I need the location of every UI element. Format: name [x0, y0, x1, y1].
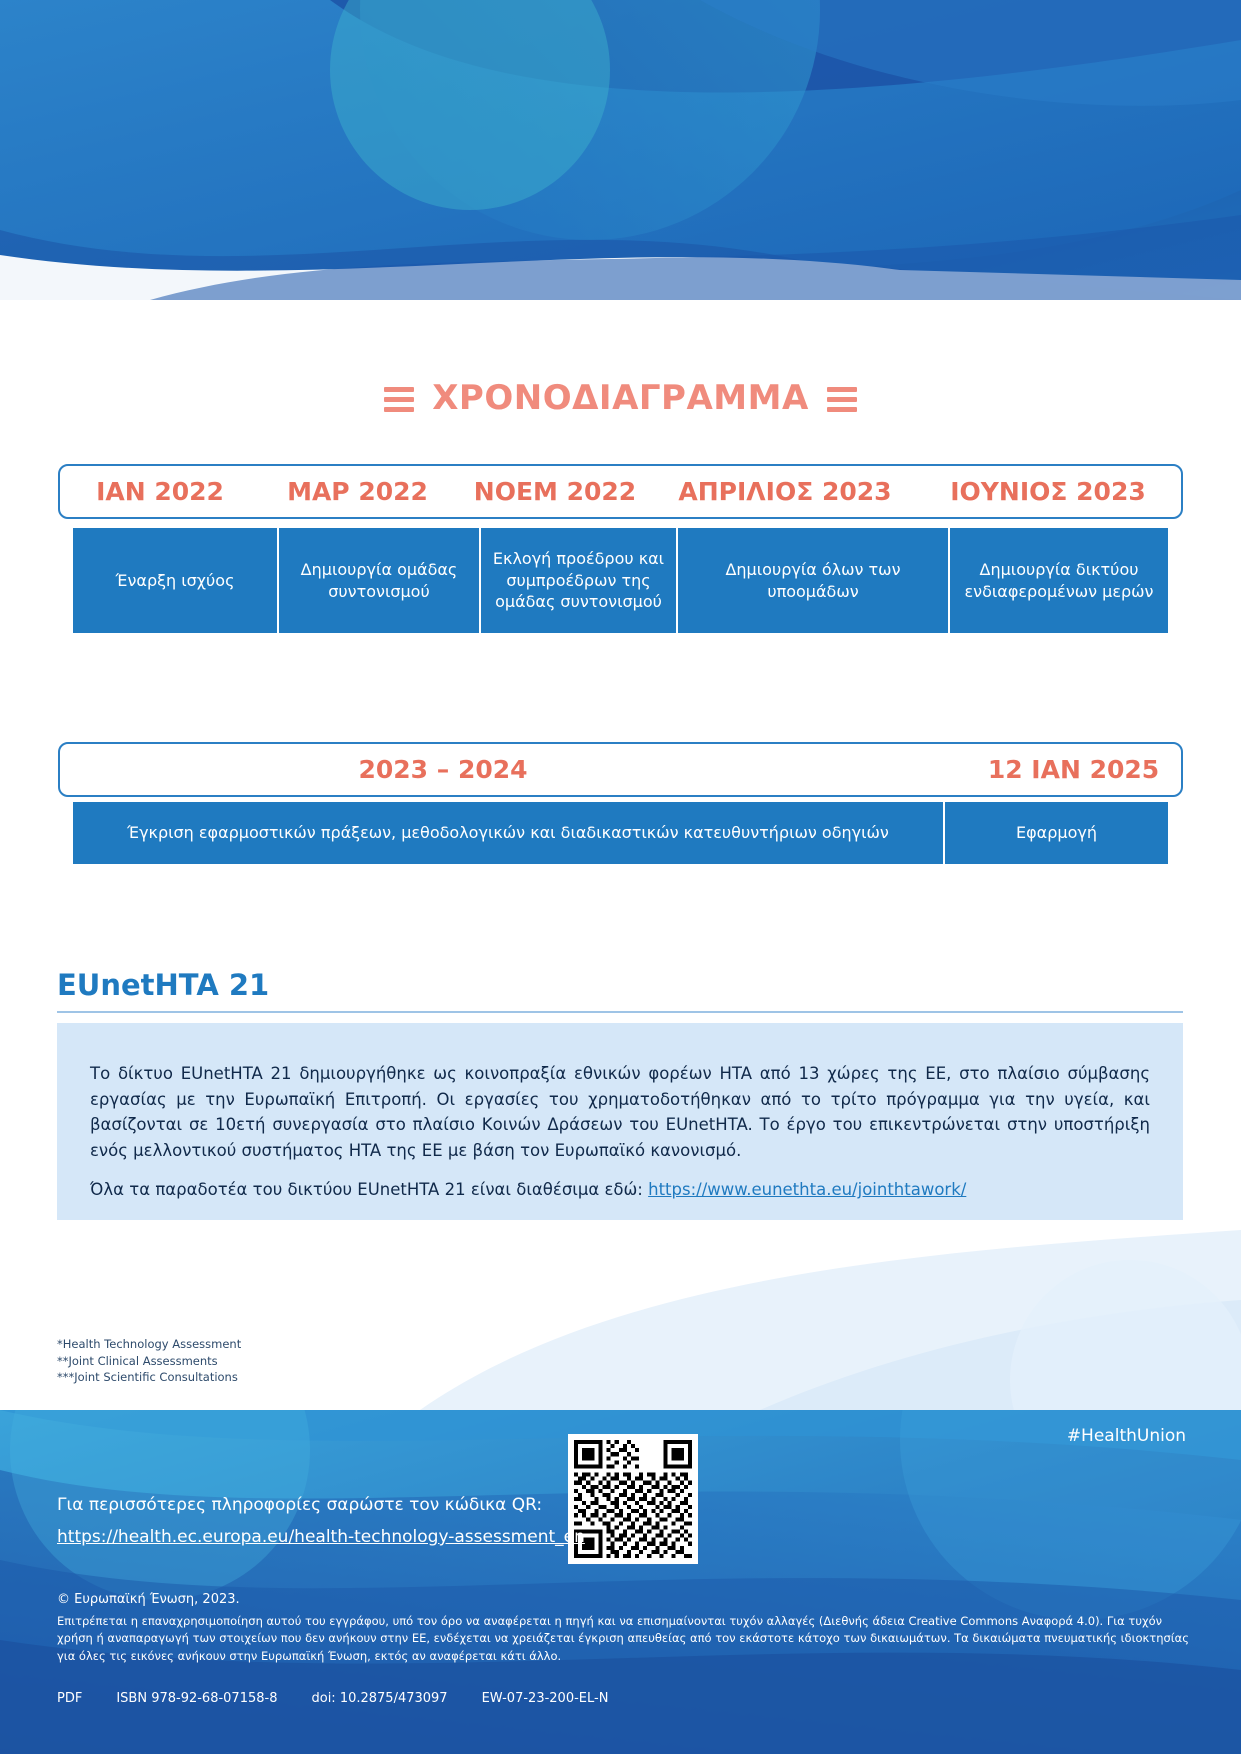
- hashtag: #HealthUnion: [1066, 1426, 1186, 1446]
- timeline-1-header-cell: ΑΠΡΙΛΙΟΣ 2023: [678, 477, 892, 506]
- qr-instruction-text: Για περισσότερες πληροφορίες σαρώστε τον κώδικα QR:: [57, 1495, 543, 1515]
- timeline-1-header-cell: ΜΑΡ 2022: [287, 477, 428, 506]
- info-box: [57, 1023, 1183, 1220]
- publication-id-item: doi: 10.2875/473097: [311, 1691, 448, 1706]
- timeline-2-header: [58, 742, 1183, 797]
- page-title: ΧΡΟΝΟΔΙΑΓΡΑΜΜΑ: [432, 378, 809, 418]
- timeline-2-header-cell: 2023 – 2024: [358, 755, 528, 784]
- section-divider: [57, 1011, 1183, 1013]
- info-paragraph-2: [90, 1177, 1150, 1203]
- timeline-1-header-cell: ΙΟΥΝΙΟΣ 2023: [950, 477, 1146, 506]
- timeline-2-item: Έγκριση εφαρμοστικών πράξεων, μεθοδολογικών και διαδικαστικών κατευθυντήριων οδηγιών: [73, 802, 945, 864]
- footnote-item: **Joint Clinical Assessments: [57, 1353, 218, 1368]
- footnote-item: ***Joint Scientific Consultations: [57, 1370, 238, 1385]
- publication-id-item: ISBN 978-92-68-07158-8: [116, 1691, 278, 1706]
- publication-ids: [57, 1691, 1187, 1706]
- section-title: EUnetHTA 21: [57, 968, 270, 1002]
- publication-id-item: EW-07-23-200-EL-N: [481, 1691, 609, 1706]
- footnote-item: *Health Technology Assessment: [57, 1337, 242, 1351]
- legal-text: Επιτρέπεται η επαναχρησιμοποίηση αυτού του εγγράφου, υπό τον όρο να αναφέρεται η πηγή και να επισημαίνονται τυχόν αλλαγές (Διεθνής άδεια Creative Commons Αναφορά 4.0). Για τυχόν χρήση ή αναπαραγωγή των στοιχείων που δεν ανήκουν στην ΕΕ, ενδέχεται να χρειάζεται έγκριση απευθείας από τον εκάστοτε κάτοχο των δικαιωμάτων. Τα δικαιώματα πνευματικής ιδιοκτησίας για όλες τις εικόνες ανήκουν στην Ευρωπαϊκή Ένωση, εκτός αν αναφέρεται κάτι άλλο.: [57, 1614, 1190, 1663]
- timeline-1-body: [73, 528, 1168, 633]
- timeline-1-header-cell: ΙΑΝ 2022: [96, 477, 224, 506]
- timeline-2-body: [73, 802, 1168, 864]
- info-paragraph-1: Το δίκτυο EUnetHTA 21 δημιουργήθηκε ως κοινοπραξία εθνικών φορέων HTA από 13 χώρες της ΕΕ, στο πλαίσιο σύμβασης εργασίας με την Ευρωπαϊκή Επιτροπή. Οι εργασίες του χρηματοδοτήθηκαν από το τρίτο πρόγραμμα για την υγεία, και βασίζονται σε 10ετή συνεργασία στο πλαίσιο Κοινών Δράσεων του EUnetHTA. Το έργο του επικεντρώνεται στην υποστήριξη ενός μελλοντικού συστήματος HTA της ΕΕ με βάση τον Ευρωπαϊκό κανονισμό.: [90, 1064, 1150, 1160]
- timeline-2-header-cell: 12 ΙΑΝ 2025: [987, 755, 1160, 784]
- health-ec-europa-link[interactable]: https://health.ec.europa.eu/health-technology-assessment_en: [57, 1527, 585, 1547]
- timeline-2-item: Εφαρμογή: [945, 802, 1168, 864]
- banner-shapes: [0, 0, 1241, 300]
- page-title-row: [0, 378, 1241, 418]
- timeline-1-header-cell: ΝΟΕΜ 2022: [473, 477, 637, 506]
- copyright-text: © Ευρωπαϊκή Ένωση, 2023.: [57, 1592, 240, 1607]
- qr-code: [568, 1434, 698, 1564]
- timeline-1-item: Έναρξη ισχύος: [73, 528, 279, 633]
- bars-right-icon: [827, 384, 857, 412]
- timeline-1-item: Δημιουργία ομάδας συντονισμού: [279, 528, 481, 633]
- publication-id-item: PDF: [57, 1691, 83, 1706]
- timeline-1-item: Εκλογή προέδρου και συμπροέδρων της ομάδας συντονισμού: [481, 528, 678, 633]
- info-paragraph-2-text: Όλα τα παραδοτέα του δικτύου EUnetHTA 21 είναι διαθέσιμα εδώ:: [90, 1180, 649, 1200]
- timeline-1-item: Δημιουργία δικτύου ενδιαφερομένων μερών: [950, 528, 1168, 633]
- footnotes: [57, 1336, 241, 1386]
- qr-code-image: [574, 1440, 692, 1558]
- timeline-1-item: Δημιουργία όλων των υποομάδων: [678, 528, 950, 633]
- header-banner-decoration: [0, 0, 1241, 300]
- bars-left-icon: [384, 384, 414, 412]
- eunethta-deliverables-link[interactable]: https://www.eunethta.eu/jointhtawork/: [648, 1180, 967, 1200]
- timeline-1-header: [58, 464, 1183, 519]
